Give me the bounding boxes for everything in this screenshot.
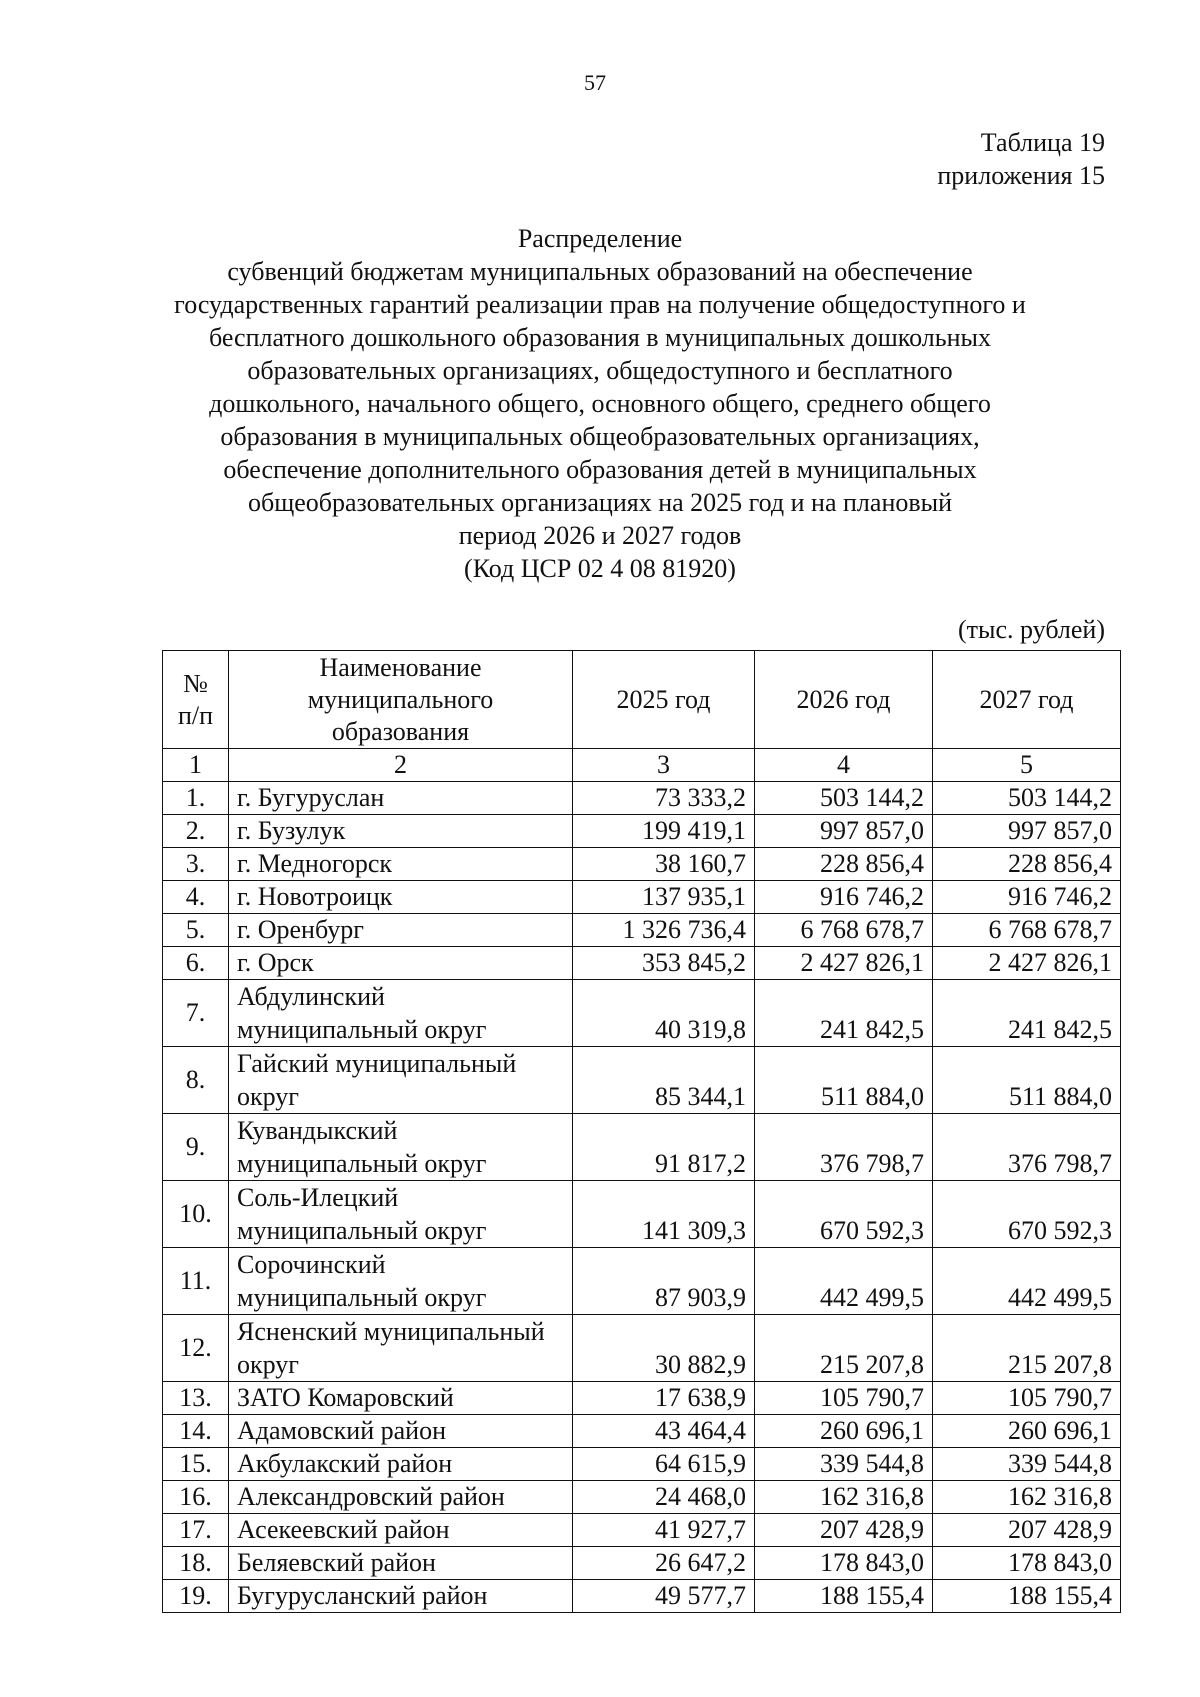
row-number: 14.	[163, 1415, 229, 1448]
row-value-2025: 40 319,8	[573, 980, 755, 1047]
table-reference	[937, 126, 1105, 192]
row-number: 8.	[163, 1047, 229, 1114]
row-value-2027: 916 746,2	[933, 881, 1121, 914]
row-value-2025: 43 464,4	[573, 1415, 755, 1448]
row-value-2026: 997 857,0	[755, 815, 933, 848]
column-numbers-row	[163, 749, 1121, 782]
title-heading: Распределение	[517, 224, 683, 253]
row-municipality: Бугурусланский район	[229, 1580, 573, 1613]
row-value-2026: 916 746,2	[755, 881, 933, 914]
row-value-2026: 105 790,7	[755, 1382, 933, 1415]
row-number: 1.	[163, 782, 229, 815]
table-reference-line2: приложения 15	[937, 161, 1105, 190]
column-number: 3	[573, 749, 755, 782]
row-municipality: г. Медногорск	[229, 848, 573, 881]
title-code: (Код ЦСР 02 4 08 81920)	[464, 554, 736, 583]
row-value-2025: 1 326 736,4	[573, 914, 755, 947]
row-value-2025: 30 882,9	[573, 1315, 755, 1382]
row-municipality: Акбулакский район	[229, 1448, 573, 1481]
row-municipality: г. Бузулук	[229, 815, 573, 848]
units-label: (тыс. рублей)	[957, 615, 1105, 644]
row-value-2027: 178 843,0	[933, 1547, 1121, 1580]
table-row	[163, 947, 1121, 980]
row-value-2026: 442 499,5	[755, 1248, 933, 1315]
row-value-2025: 49 577,7	[573, 1580, 755, 1613]
row-value-2025: 73 333,2	[573, 782, 755, 815]
row-value-2026: 241 842,5	[755, 980, 933, 1047]
row-value-2027: 6 768 678,7	[933, 914, 1121, 947]
table-row	[163, 1248, 1121, 1315]
row-value-2027: 260 696,1	[933, 1415, 1121, 1448]
row-value-2025: 141 309,3	[573, 1181, 755, 1248]
row-value-2027: 241 842,5	[933, 980, 1121, 1047]
row-number: 9.	[163, 1114, 229, 1181]
row-municipality: ЗАТО Комаровский	[229, 1382, 573, 1415]
row-value-2026: 162 316,8	[755, 1481, 933, 1514]
title-line: дошкольного, начального общего, основного общего, среднего общего	[209, 389, 991, 418]
row-value-2025: 87 903,9	[573, 1248, 755, 1315]
row-value-2026: 376 798,7	[755, 1114, 933, 1181]
row-value-2027: 376 798,7	[933, 1114, 1121, 1181]
row-value-2027: 442 499,5	[933, 1248, 1121, 1315]
row-municipality: г. Новотроицк	[229, 881, 573, 914]
column-number: 2	[229, 749, 573, 782]
row-number: 17.	[163, 1514, 229, 1547]
table-row	[163, 1382, 1121, 1415]
header-2027: 2027 год	[933, 651, 1121, 749]
row-value-2025: 85 344,1	[573, 1047, 755, 1114]
row-value-2027: 339 544,8	[933, 1448, 1121, 1481]
row-municipality: Адамовский район	[229, 1415, 573, 1448]
table-row	[163, 1448, 1121, 1481]
row-value-2026: 511 884,0	[755, 1047, 933, 1114]
row-municipality: Асекеевский район	[229, 1514, 573, 1547]
row-number: 6.	[163, 947, 229, 980]
row-value-2026: 670 592,3	[755, 1181, 933, 1248]
row-municipality: Абдулинский муниципальный округ	[229, 980, 573, 1047]
table-row	[163, 1547, 1121, 1580]
title-line: субвенций бюджетам муниципальных образований на обеспечение	[227, 257, 973, 286]
page-number: 57	[584, 70, 606, 95]
row-value-2027: 188 155,4	[933, 1580, 1121, 1613]
table-header-row	[163, 651, 1121, 749]
row-number: 18.	[163, 1547, 229, 1580]
row-value-2026: 2 427 826,1	[755, 947, 933, 980]
subsidy-table	[162, 650, 1121, 1613]
row-number: 2.	[163, 815, 229, 848]
column-number: 5	[933, 749, 1121, 782]
table-row	[163, 815, 1121, 848]
row-number: 15.	[163, 1448, 229, 1481]
row-value-2027: 215 207,8	[933, 1315, 1121, 1382]
row-number: 5.	[163, 914, 229, 947]
title-line: период 2026 и 2027 годов	[458, 521, 742, 550]
row-value-2025: 38 160,7	[573, 848, 755, 881]
row-municipality: Беляевский район	[229, 1547, 573, 1580]
table-row	[163, 881, 1121, 914]
table-row	[163, 980, 1121, 1047]
row-value-2027: 997 857,0	[933, 815, 1121, 848]
row-value-2025: 64 615,9	[573, 1448, 755, 1481]
title-line: обеспечение дополнительного образования детей в муниципальных	[223, 455, 977, 484]
title-line: бесплатного дошкольного образования в муниципальных дошкольных	[208, 323, 991, 352]
row-number: 4.	[163, 881, 229, 914]
row-value-2025: 199 419,1	[573, 815, 755, 848]
row-value-2026: 178 843,0	[755, 1547, 933, 1580]
table-row	[163, 848, 1121, 881]
row-value-2026: 339 544,8	[755, 1448, 933, 1481]
title-line: общеобразовательных организациях на 2025 год и на плановый	[247, 488, 953, 517]
row-number: 7.	[163, 980, 229, 1047]
row-value-2025: 137 935,1	[573, 881, 755, 914]
row-number: 11.	[163, 1248, 229, 1315]
table-row	[163, 782, 1121, 815]
row-value-2027: 105 790,7	[933, 1382, 1121, 1415]
row-number: 10.	[163, 1181, 229, 1248]
table-row	[163, 1514, 1121, 1547]
row-value-2027: 670 592,3	[933, 1181, 1121, 1248]
title-line: государственных гарантий реализации прав на получение общедоступного и	[174, 290, 1026, 319]
table-row	[163, 1047, 1121, 1114]
row-value-2027: 228 856,4	[933, 848, 1121, 881]
row-value-2027: 207 428,9	[933, 1514, 1121, 1547]
row-value-2026: 215 207,8	[755, 1315, 933, 1382]
document-title	[150, 222, 1050, 585]
row-value-2027: 2 427 826,1	[933, 947, 1121, 980]
header-2026: 2026 год	[755, 651, 933, 749]
row-number: 16.	[163, 1481, 229, 1514]
title-line: образования в муниципальных общеобразовательных организациях,	[220, 422, 980, 451]
row-value-2027: 503 144,2	[933, 782, 1121, 815]
row-municipality: Сорочинский муниципальный округ	[229, 1248, 573, 1315]
row-municipality: Соль-Илецкий муниципальный округ	[229, 1181, 573, 1248]
row-value-2026: 228 856,4	[755, 848, 933, 881]
row-number: 3.	[163, 848, 229, 881]
row-value-2025: 26 647,2	[573, 1547, 755, 1580]
row-value-2026: 503 144,2	[755, 782, 933, 815]
row-municipality: Гайский муниципальный округ	[229, 1047, 573, 1114]
title-line: образовательных организациях, общедоступного и бесплатного	[247, 356, 953, 385]
row-municipality: г. Бугуруслан	[229, 782, 573, 815]
row-value-2025: 41 927,7	[573, 1514, 755, 1547]
column-number: 4	[755, 749, 933, 782]
row-value-2026: 207 428,9	[755, 1514, 933, 1547]
row-municipality: г. Орск	[229, 947, 573, 980]
row-value-2025: 24 468,0	[573, 1481, 755, 1514]
row-value-2025: 353 845,2	[573, 947, 755, 980]
header-name: Наименование муниципального образования	[229, 651, 573, 749]
row-value-2026: 260 696,1	[755, 1415, 933, 1448]
table-row	[163, 1181, 1121, 1248]
row-municipality: Александровский район	[229, 1481, 573, 1514]
table-row	[163, 1580, 1121, 1613]
table-row	[163, 914, 1121, 947]
row-value-2026: 188 155,4	[755, 1580, 933, 1613]
row-value-2027: 511 884,0	[933, 1047, 1121, 1114]
row-number: 13.	[163, 1382, 229, 1415]
table-row	[163, 1315, 1121, 1382]
row-municipality: г. Оренбург	[229, 914, 573, 947]
header-num: № п/п	[163, 651, 229, 749]
table-row	[163, 1415, 1121, 1448]
row-number: 12.	[163, 1315, 229, 1382]
column-number: 1	[163, 749, 229, 782]
table-row	[163, 1114, 1121, 1181]
table-row	[163, 1481, 1121, 1514]
row-value-2025: 17 638,9	[573, 1382, 755, 1415]
row-value-2026: 6 768 678,7	[755, 914, 933, 947]
row-value-2027: 162 316,8	[933, 1481, 1121, 1514]
row-value-2025: 91 817,2	[573, 1114, 755, 1181]
row-municipality: Ясненский муниципальный округ	[229, 1315, 573, 1382]
header-2025: 2025 год	[573, 651, 755, 749]
row-municipality: Кувандыкский муниципальный округ	[229, 1114, 573, 1181]
row-number: 19.	[163, 1580, 229, 1613]
table-reference-line1: Таблица 19	[980, 128, 1105, 157]
